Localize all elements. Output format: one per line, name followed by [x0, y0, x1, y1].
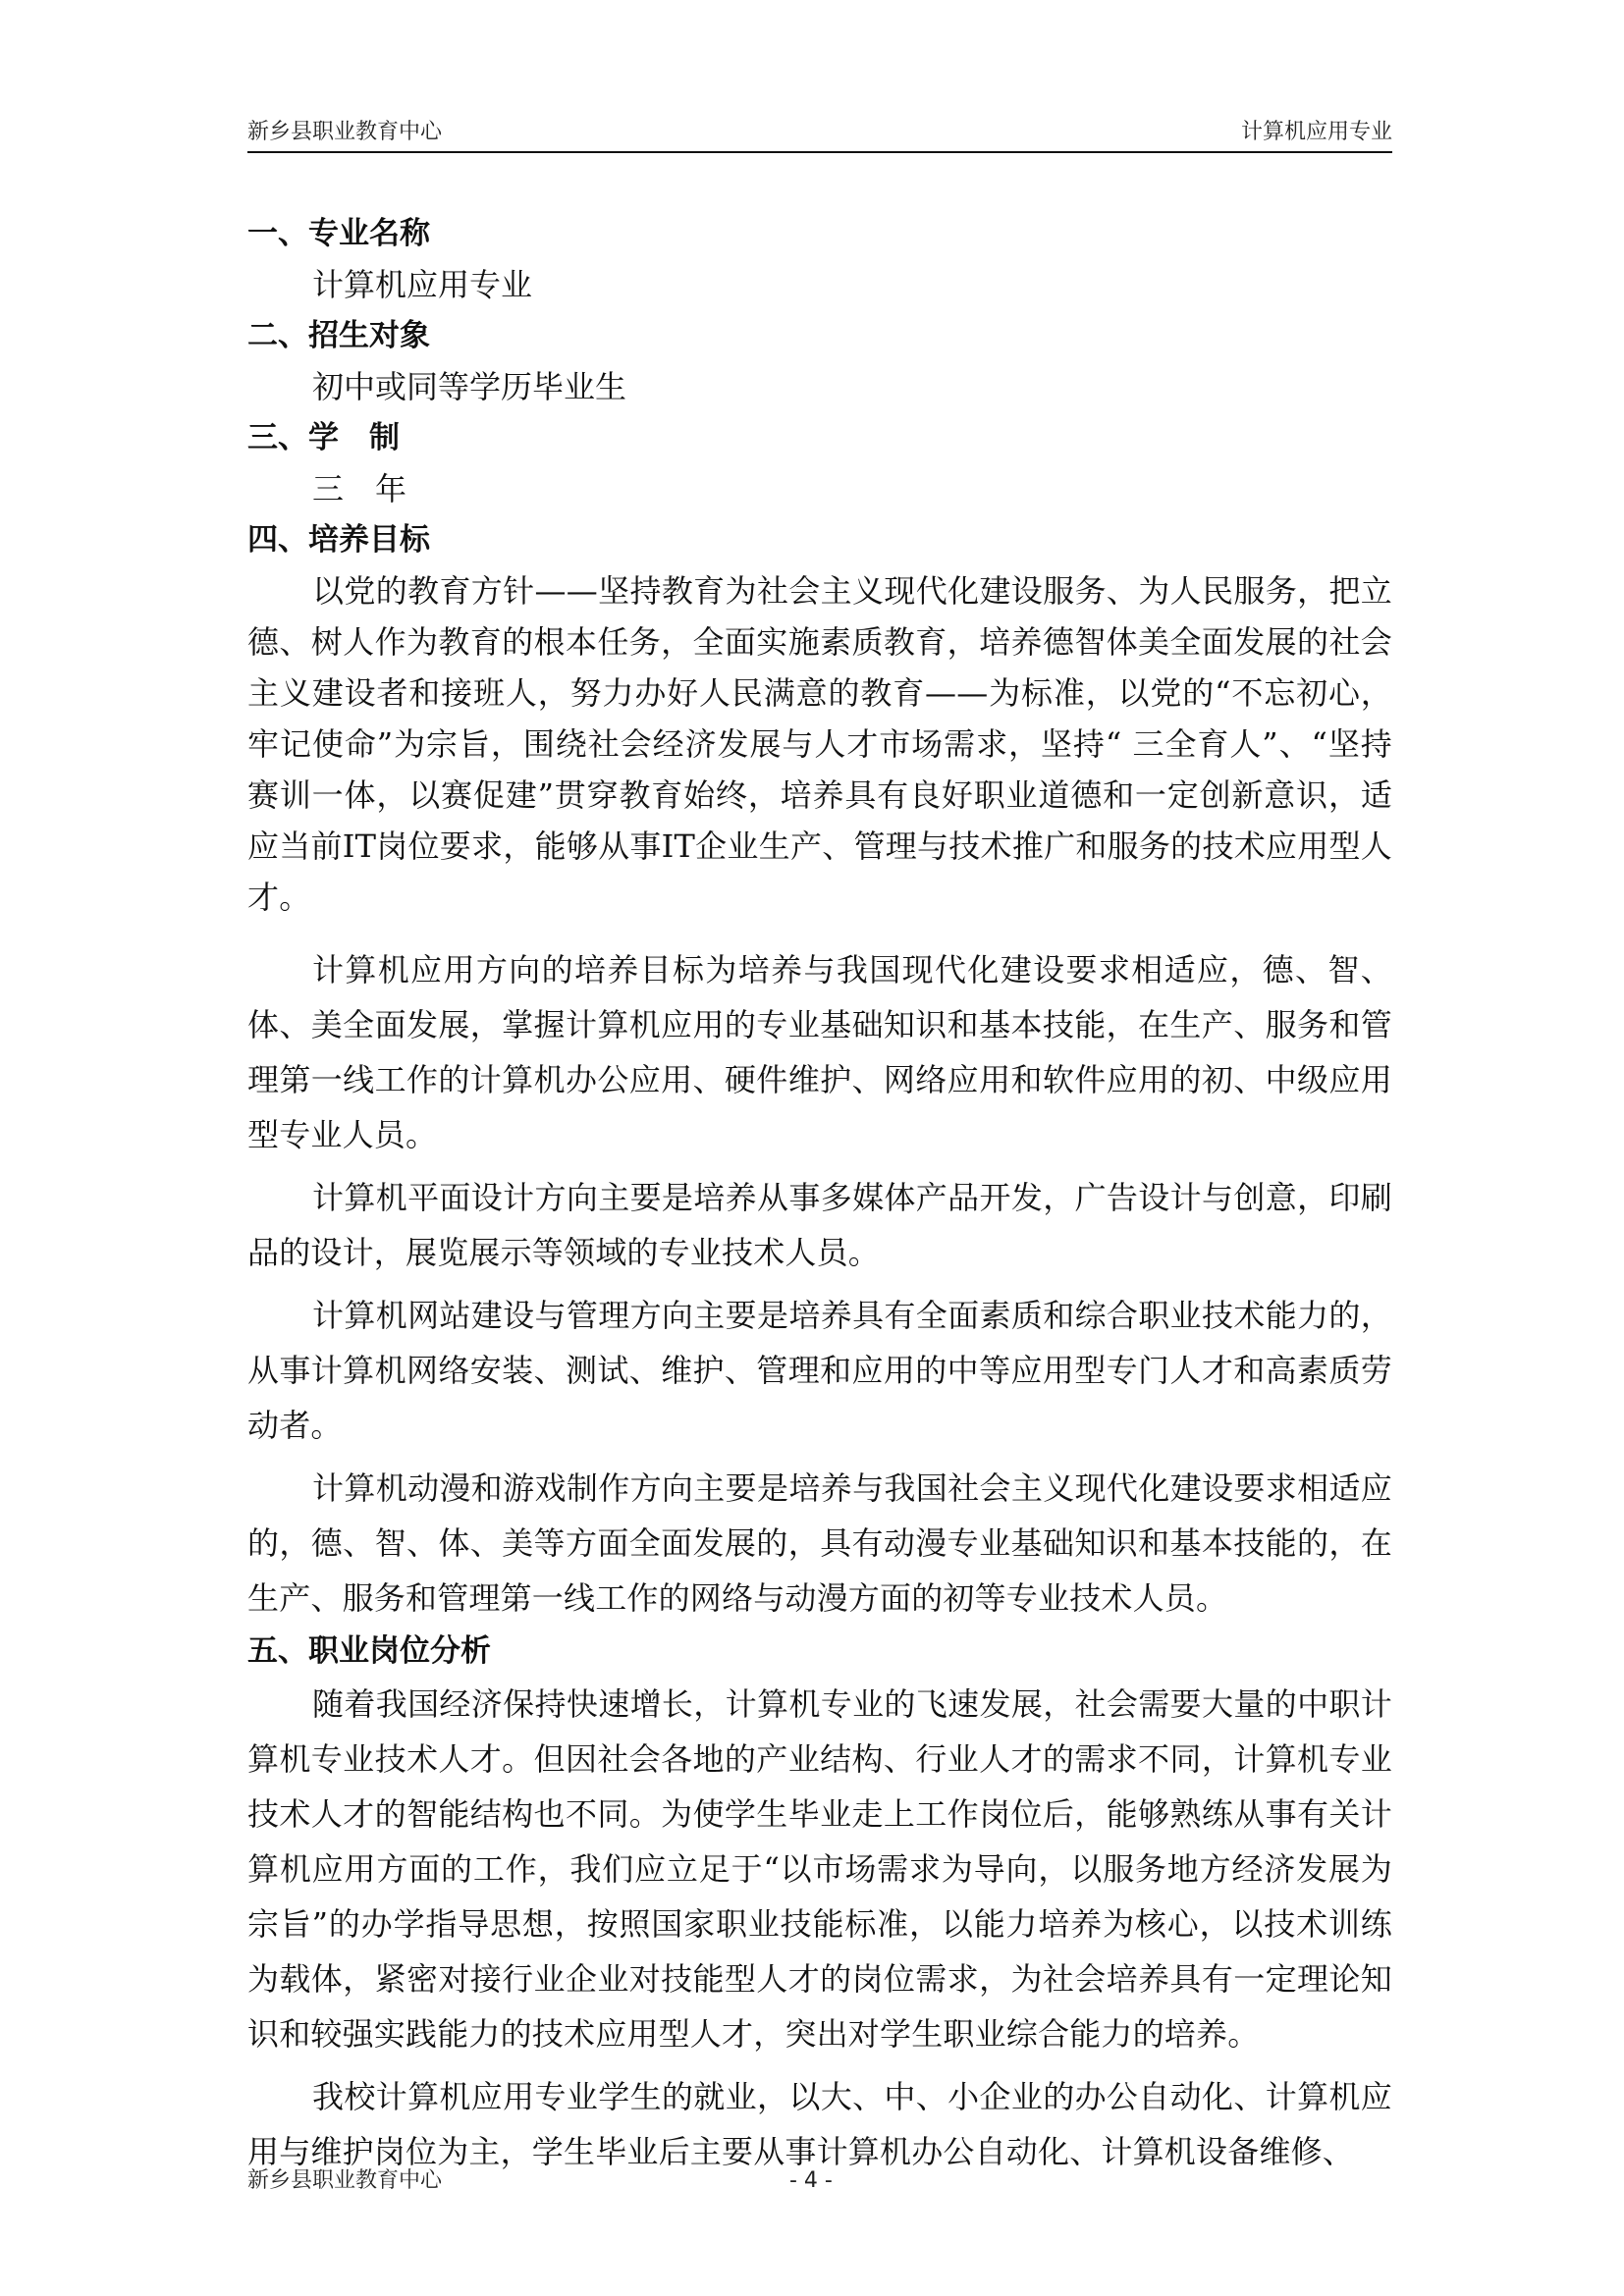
- paragraph-animation-game-direction: 计算机动漫和游戏制作方向主要是培养与我国社会主义现代化建设要求相适应的，德、智、体、美等方面全面发展的，具有动漫专业基础知识和基本技能的，在生产、服务和管理第一线工作的网络与动漫方面的初等专业技术人员。: [247, 1469, 1392, 1617]
- section-value-duration: 三 年: [312, 470, 407, 507]
- paragraph-job-analysis: 随着我国经济保持快速增长，计算机专业的飞速发展，社会需要大量的中职计算机专业技术人才。但因社会各地的产业结构、行业人才的需求不同，计算机专业技术人才的智能结构也不同。为使学生毕业走上工作岗位后，能够熟练从事有关计算机应用方面的工作，我们应立足于“以市场需求为导向，以服务地方经济发展为宗旨”的办学指导思想，按照国家职业技能标准，以能力培养为核心，以技术训练为载体，紧密对接行业企业对技能型人才的岗位需求，为社会培养具有一定理论知识和较强实践能力的技术应用型人才，突出对学生职业综合能力的培养。: [247, 1685, 1392, 2053]
- header-major-name: 计算机应用专业: [1240, 120, 1392, 144]
- paragraph-computer-application-direction: 计算机应用方向的培养目标为培养与我国现代化建设要求相适应，德、智、体、美全面发展，掌握计算机应用的专业基础知识和基本技能，在生产、服务和管理第一线工作的计算机办公应用、硬件维护、网络应用和软件应用的初、中级应用型专业人员。: [247, 951, 1392, 1153]
- page-header: [247, 116, 1392, 149]
- page-number: - 4 -: [789, 2168, 833, 2193]
- section-value-major-name: 计算机应用专业: [312, 266, 533, 303]
- section-heading-duration: 三、学 制: [247, 420, 400, 455]
- section-heading-enrollment: 二、招生对象: [247, 318, 430, 353]
- section-heading-job-analysis: 五、职业岗位分析: [247, 1633, 491, 1669]
- document-body: [247, 208, 1392, 2179]
- section-heading-training-goals: 四、培养目标: [247, 522, 430, 558]
- page-footer: [247, 2164, 1392, 2198]
- header-divider: [247, 151, 1392, 153]
- footer-school-name: 新乡县职业教育中心: [247, 2168, 443, 2193]
- paragraph-employment: 我校计算机应用专业学生的就业，以大、中、小企业的办公自动化、计算机应用与维护岗位为主，学生毕业后主要从事计算机办公自动化、计算机设备维修、: [247, 2078, 1392, 2170]
- paragraph-training-goals-general: 以党的教育方针——坚持教育为社会主义现代化建设服务、为人民服务，把立德、树人作为教育的根本任务，全面实施素质教育，培养德智体美全面发展的社会主义建设者和接班人，努力办好人民满意的教育——为标准，以党的“不忘初心，牢记使命”为宗旨，围绕社会经济发展与人才市场需求，坚持“ 三全育人”、“坚持赛训一体，以赛促建”贯穿教育始终，培养具有良好职业道德和一定创新意识，适应当前IT岗位要求，能够从事IT企业生产、管理与技术推广和服务的技术应用型人才。: [247, 572, 1392, 916]
- section-heading-major-name: 一、专业名称: [247, 216, 430, 251]
- paragraph-graphic-design-direction: 计算机平面设计方向主要是培养从事多媒体产品开发，广告设计与创意，印刷品的设计，展览展示等领域的专业技术人员。: [247, 1179, 1392, 1271]
- section-value-enrollment: 初中或同等学历毕业生: [312, 368, 627, 405]
- header-school-name: 新乡县职业教育中心: [247, 120, 443, 144]
- paragraph-website-direction: 计算机网站建设与管理方向主要是培养具有全面素质和综合职业技术能力的，从事计算机网络安装、测试、维护、管理和应用的中等应用型专门人才和高素质劳动者。: [247, 1297, 1392, 1444]
